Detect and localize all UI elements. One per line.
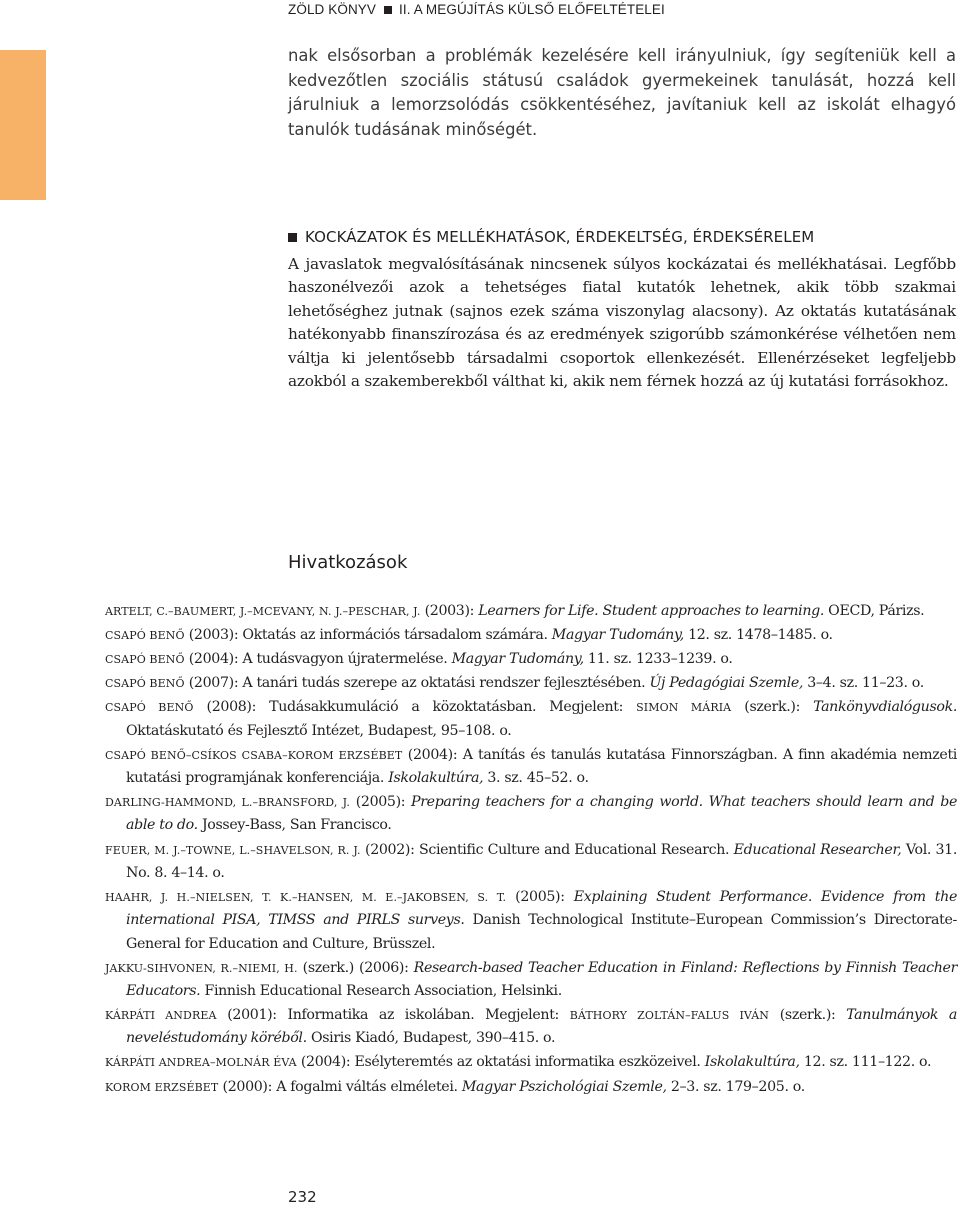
reference-title: Explaining Student Performance. Evidence from the international PISA, TIMSS and PIRLS surveys. (126, 888, 957, 929)
reference-title: Iskolakultúra, (388, 770, 484, 787)
reference-text: (2001): Informatika az iskolában. Megjelent: (216, 1007, 570, 1024)
reference-title: Tankönyvdialógusok. (813, 699, 957, 716)
reference-text: 12. sz. 1478–1485. o. (683, 627, 833, 644)
reference-text: (2007): A tanári tudás szerepe az oktatási rendszer fejlesztésében. (184, 675, 650, 692)
reference-text: 3. sz. 45–52. o. (483, 770, 589, 787)
reference-author: ARTELT, C.–BAUMERT, J.–MCEVANY, N. J.–PESCHAR, J. (105, 605, 421, 618)
reference-item (105, 1076, 957, 1099)
reference-text: OECD, Párizs. (824, 603, 925, 619)
reference-text: (2004): A tanítás és tanulás kutatása Finnországban. A finn akadémia nemzeti kutatási programjának konferenciája. (126, 746, 957, 787)
reference-item (105, 672, 957, 695)
reference-author: CSAPÓ BENŐ (105, 629, 185, 643)
reference-author: DARLING-HAMMOND, L.–BRANSFORD, J. (105, 796, 350, 810)
reference-text: (szerk.): (731, 699, 814, 716)
reference-text: Oktatáskutató és Fejlesztő Intézet, Budapest, 95–108. o. (126, 722, 512, 739)
reference-title: Magyar Tudomány, (551, 627, 684, 644)
reference-text: (2002): Scientific Culture and Educational Research. (360, 841, 734, 858)
reference-title: Iskolakultúra, (704, 1054, 800, 1071)
reference-title: Learners for Life. Student approaches to learning. (478, 603, 825, 619)
reference-title: Educational Researcher, (733, 841, 902, 858)
reference-text: (szerk.) (2006): (297, 959, 414, 976)
reference-author: CSAPÓ BENŐ–CSÍKOS CSABA–KOROM ERZSÉBET (105, 748, 403, 762)
reference-item (105, 957, 957, 1004)
reference-author: HAAHR, J. H.–NIELSEN, T. K.–HANSEN, M. E.–JAKOBSEN, S. T. (105, 890, 507, 904)
reference-text: (2005): (349, 794, 412, 811)
reference-text: 11. sz. 1233–1239. o. (583, 651, 733, 668)
reference-title: Magyar Pszichológiai Szemle, (461, 1078, 667, 1095)
reference-title: Research-based Teacher Education in Finland: Reflections by Finnish Teacher Educators. (126, 959, 957, 999)
section-heading (288, 228, 814, 246)
running-header (288, 2, 665, 17)
reference-item (105, 839, 957, 886)
reference-text: (2004): Esélyteremtés az oktatási informatika eszközeivel. (296, 1054, 705, 1071)
reference-author: FEUER, M. J.–TOWNE, L.–SHAVELSON, R. J. (105, 843, 361, 857)
reference-editor: SIMON MÁRIA (636, 701, 732, 715)
reference-text: (szerk.): (769, 1007, 847, 1024)
reference-author: CSAPÓ BENŐ (105, 701, 194, 715)
header-chapter-title: II. A MEGÚJÍTÁS KÜLSŐ ELŐFELTÉTELEI (399, 2, 665, 17)
reference-author: JAKKU-SIHVONEN, R.–NIEMI, H. (105, 961, 298, 975)
reference-text: 2–3. sz. 179–205. o. (666, 1078, 805, 1095)
reference-text: (2003): (420, 603, 479, 619)
references-title: Hivatkozások (288, 552, 408, 573)
reference-author: CSAPÓ BENŐ (105, 677, 185, 691)
page-number: 232 (288, 1188, 317, 1206)
references-list (105, 600, 957, 1100)
reference-text: Jossey-Bass, San Francisco. (197, 817, 392, 834)
reference-text: (2008): Tudásakkumuláció a közoktatásban. Megjelent: (193, 699, 637, 716)
reference-title: Magyar Tudomány, (451, 651, 584, 668)
reference-item (105, 744, 957, 791)
reference-author: KOROM ERZSÉBET (105, 1080, 219, 1094)
reference-text: Danish Technological Institute–European Commission’s Directorate-General for Education and Culture, Brüsszel. (126, 912, 957, 952)
reference-text: (2004): A tudásvagyon újratermelése. (184, 651, 452, 668)
reference-text: Vol. 31. No. 8. 4–14. o. (126, 841, 958, 881)
reference-item (105, 1051, 957, 1074)
reference-text: 3–4. sz. 11–23. o. (803, 675, 924, 692)
reference-text: Osiris Kiadó, Budapest, 390–415. o. (306, 1030, 556, 1047)
reference-item (105, 791, 957, 838)
header-separator-square (384, 6, 392, 14)
chapter-color-tab (0, 50, 46, 200)
reference-text: (2003): Oktatás az információs társadalom számára. (184, 627, 552, 644)
reference-text: (2000): A fogalmi váltás elméletei. (218, 1078, 462, 1095)
header-book-title: ZÖLD KÖNYV (288, 2, 377, 17)
reference-author: KÁRPÁTI ANDREA–MOLNÁR ÉVA (105, 1056, 297, 1070)
reference-title: Új Pedagógiai Szemle, (649, 675, 804, 692)
reference-text: (2005): (506, 888, 574, 905)
section-body-paragraph: A javaslatok megvalósításának nincsenek súlyos kockázatai és mellékhatásai. Legfőbb haszonélvezői azok a tehetséges fiatal kutatók lehetnek, akik több szakmai lehetőséghez jutnak (sajnos ezek száma viszonylag alacsony). Az oktatás kutatásának hatékonyabb finanszírozása és az eredmények szigorúbb számonkérése vélhetően nem váltja ki jelentősebb társadalmi csoportok ellenkezését. Ellenérzéseket legfeljebb azokból a szakemberekből válthat ki, akik nem férnek hozzá az új kutatási forrásokhoz. (288, 255, 956, 391)
reference-item (105, 600, 957, 623)
reference-title: Preparing teachers for a changing world. What teachers should learn and be able to do. (126, 794, 957, 834)
reference-item (105, 624, 957, 647)
reference-item (105, 886, 957, 956)
reference-item (105, 696, 957, 743)
reference-title: Tanulmányok a neveléstudomány köréből. (126, 1007, 957, 1047)
intro-paragraph: nak elsősorban a problémák kezelésére kell irányulniuk, így segíteniük kell a kedvezőtlen szociális státusú családok gyermekeinek tanulását, hozzá kell járulniuk a lemorzsolódás csökkentéséhez, javítaniuk kell az iskolát elhagyó tanulók tudásának minőségét. (288, 46, 956, 139)
reference-text: Finnish Educational Research Association, Helsinki. (200, 982, 562, 999)
reference-author: KÁRPÁTI ANDREA (105, 1009, 217, 1023)
section-heading-text: KOCKÁZATOK ÉS MELLÉKHATÁSOK, ÉRDEKELTSÉG, ÉRDEKSÉRELEM (305, 228, 815, 246)
reference-author: CSAPÓ BENŐ (105, 653, 185, 667)
reference-editor: BÁTHORY ZOLTÁN–FALUS IVÁN (569, 1009, 769, 1023)
heading-bullet-icon (288, 233, 297, 242)
reference-item (105, 648, 957, 671)
reference-text: 12. sz. 111–122. o. (799, 1054, 932, 1071)
reference-item (105, 1004, 957, 1051)
